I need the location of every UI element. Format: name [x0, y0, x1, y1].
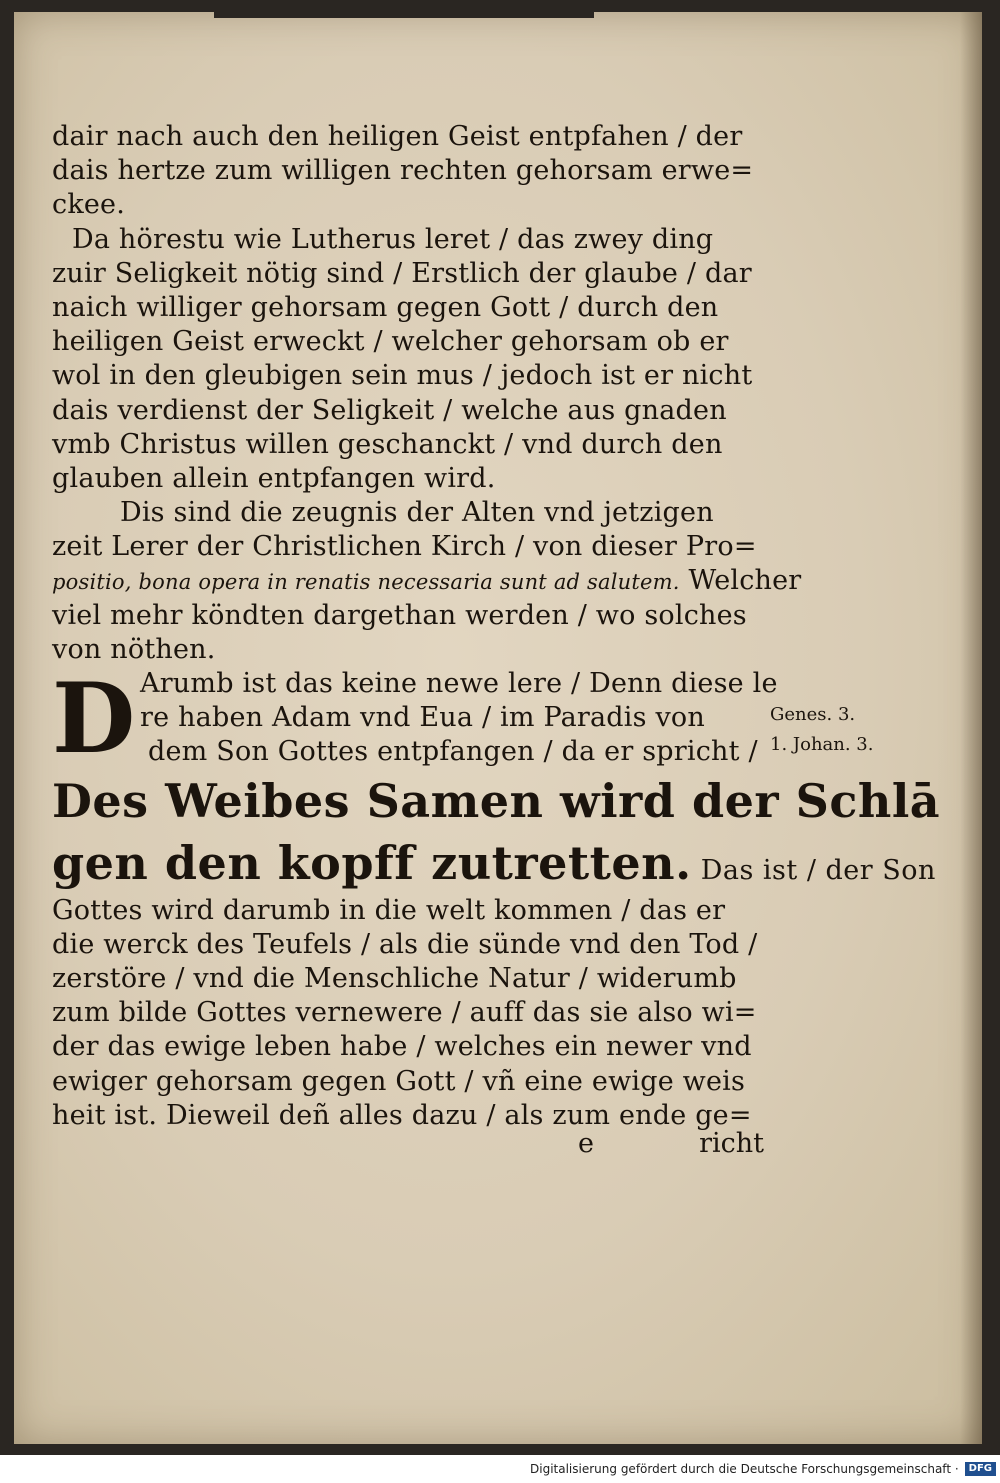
text-line: glauben allein entpfangen wird.	[52, 462, 496, 494]
text-line: Dis sind die zeugnis der Alten vnd jetzigen	[120, 497, 714, 529]
credit-text: Digitalisierung gefördert durch die Deutsche Forschungsgemeinschaft ·	[530, 1462, 959, 1476]
text-line: Gottes wird darumb in die welt kommen / das er	[52, 894, 726, 926]
digitization-credit	[530, 1462, 996, 1476]
text-line: Arumb ist das keine newe lere / Denn diese le	[140, 668, 778, 699]
text-line: dem Son Gottes entpfangen / da er spricht /	[148, 736, 758, 768]
dfg-logo: DFG	[965, 1462, 996, 1476]
text-fragment: Welcher	[679, 565, 802, 597]
page-gutter-shadow	[960, 12, 982, 1444]
text-line: vmb Christus willen geschanckt / vnd durch den	[52, 428, 723, 460]
text-line: dais hertze zum willigen rechten gehorsam erwe=	[52, 155, 754, 187]
text-line: zum bilde Gottes vernewere / auff das sie also wi=	[52, 997, 757, 1029]
text-line: zuir Seligkeit nötig sind / Erstlich der glaube / dar	[52, 257, 752, 289]
text-line: re haben Adam vnd Eua / im Paradis von	[140, 702, 705, 734]
emphasis-fragment: gen den kopff zutretten.	[52, 835, 692, 890]
text-line: naich williger gehorsam gegen Gott / durch den	[52, 291, 719, 323]
text-line: viel mehr köndten dargethan werden / wo solches	[52, 599, 747, 631]
text-line: der das ewige leben habe / welches ein newer vnd	[52, 1031, 752, 1063]
latin-phrase: positio, bona opera in renatis necessaria sunt ad salutem.	[52, 570, 680, 595]
drop-cap-paragraph	[52, 662, 778, 775]
text-line: dair nach auch den heiligen Geist entpfahen / der	[52, 121, 743, 152]
marginal-note: Genes. 3.	[770, 704, 856, 725]
marginal-notes	[770, 700, 910, 760]
marginal-note: 1. Johan. 3.	[770, 734, 874, 755]
text-line: dais verdienst der Seligkeit / welche aus gnaden	[52, 394, 727, 426]
emphasis-line	[52, 832, 936, 894]
text-line: zeit Lerer der Christlichen Kirch / von dieser Pro=	[52, 531, 757, 563]
page-footer-marks	[52, 1128, 764, 1162]
emphasis-line: Des Weibes Samen wird der Schlā	[52, 773, 941, 828]
drop-cap-initial: D	[52, 662, 136, 775]
text-line: heit ist. Dieweil deñ alles dazu / als zum ende ge=	[52, 1099, 752, 1131]
text-line: heiligen Geist erweckt / welcher gehorsam ob er	[52, 326, 729, 358]
drop-cap-lines	[140, 667, 778, 770]
catchword: richt	[699, 1128, 764, 1159]
text-line: zerstöre / vnd die Menschliche Natur / widerumb	[52, 962, 737, 994]
text-line-latin	[52, 564, 802, 598]
text-line: Da hörestu wie Lutherus leret / das zwey ding	[72, 223, 714, 255]
text-line: wol in den gleubigen sein mus / jedoch ist er nicht	[52, 360, 753, 392]
text-line: von nöthen.	[52, 633, 216, 665]
text-line: ckee.	[52, 189, 126, 221]
signature-mark: e	[578, 1128, 594, 1159]
text-line: ewiger gehorsam gegen Gott / vñ eine ewige weis	[52, 1065, 746, 1097]
text-line: die werck des Teufels / als die sünde vnd den Tod /	[52, 928, 758, 960]
text-fragment: Das ist / der Son	[691, 854, 936, 886]
page-top-edge	[214, 12, 594, 18]
